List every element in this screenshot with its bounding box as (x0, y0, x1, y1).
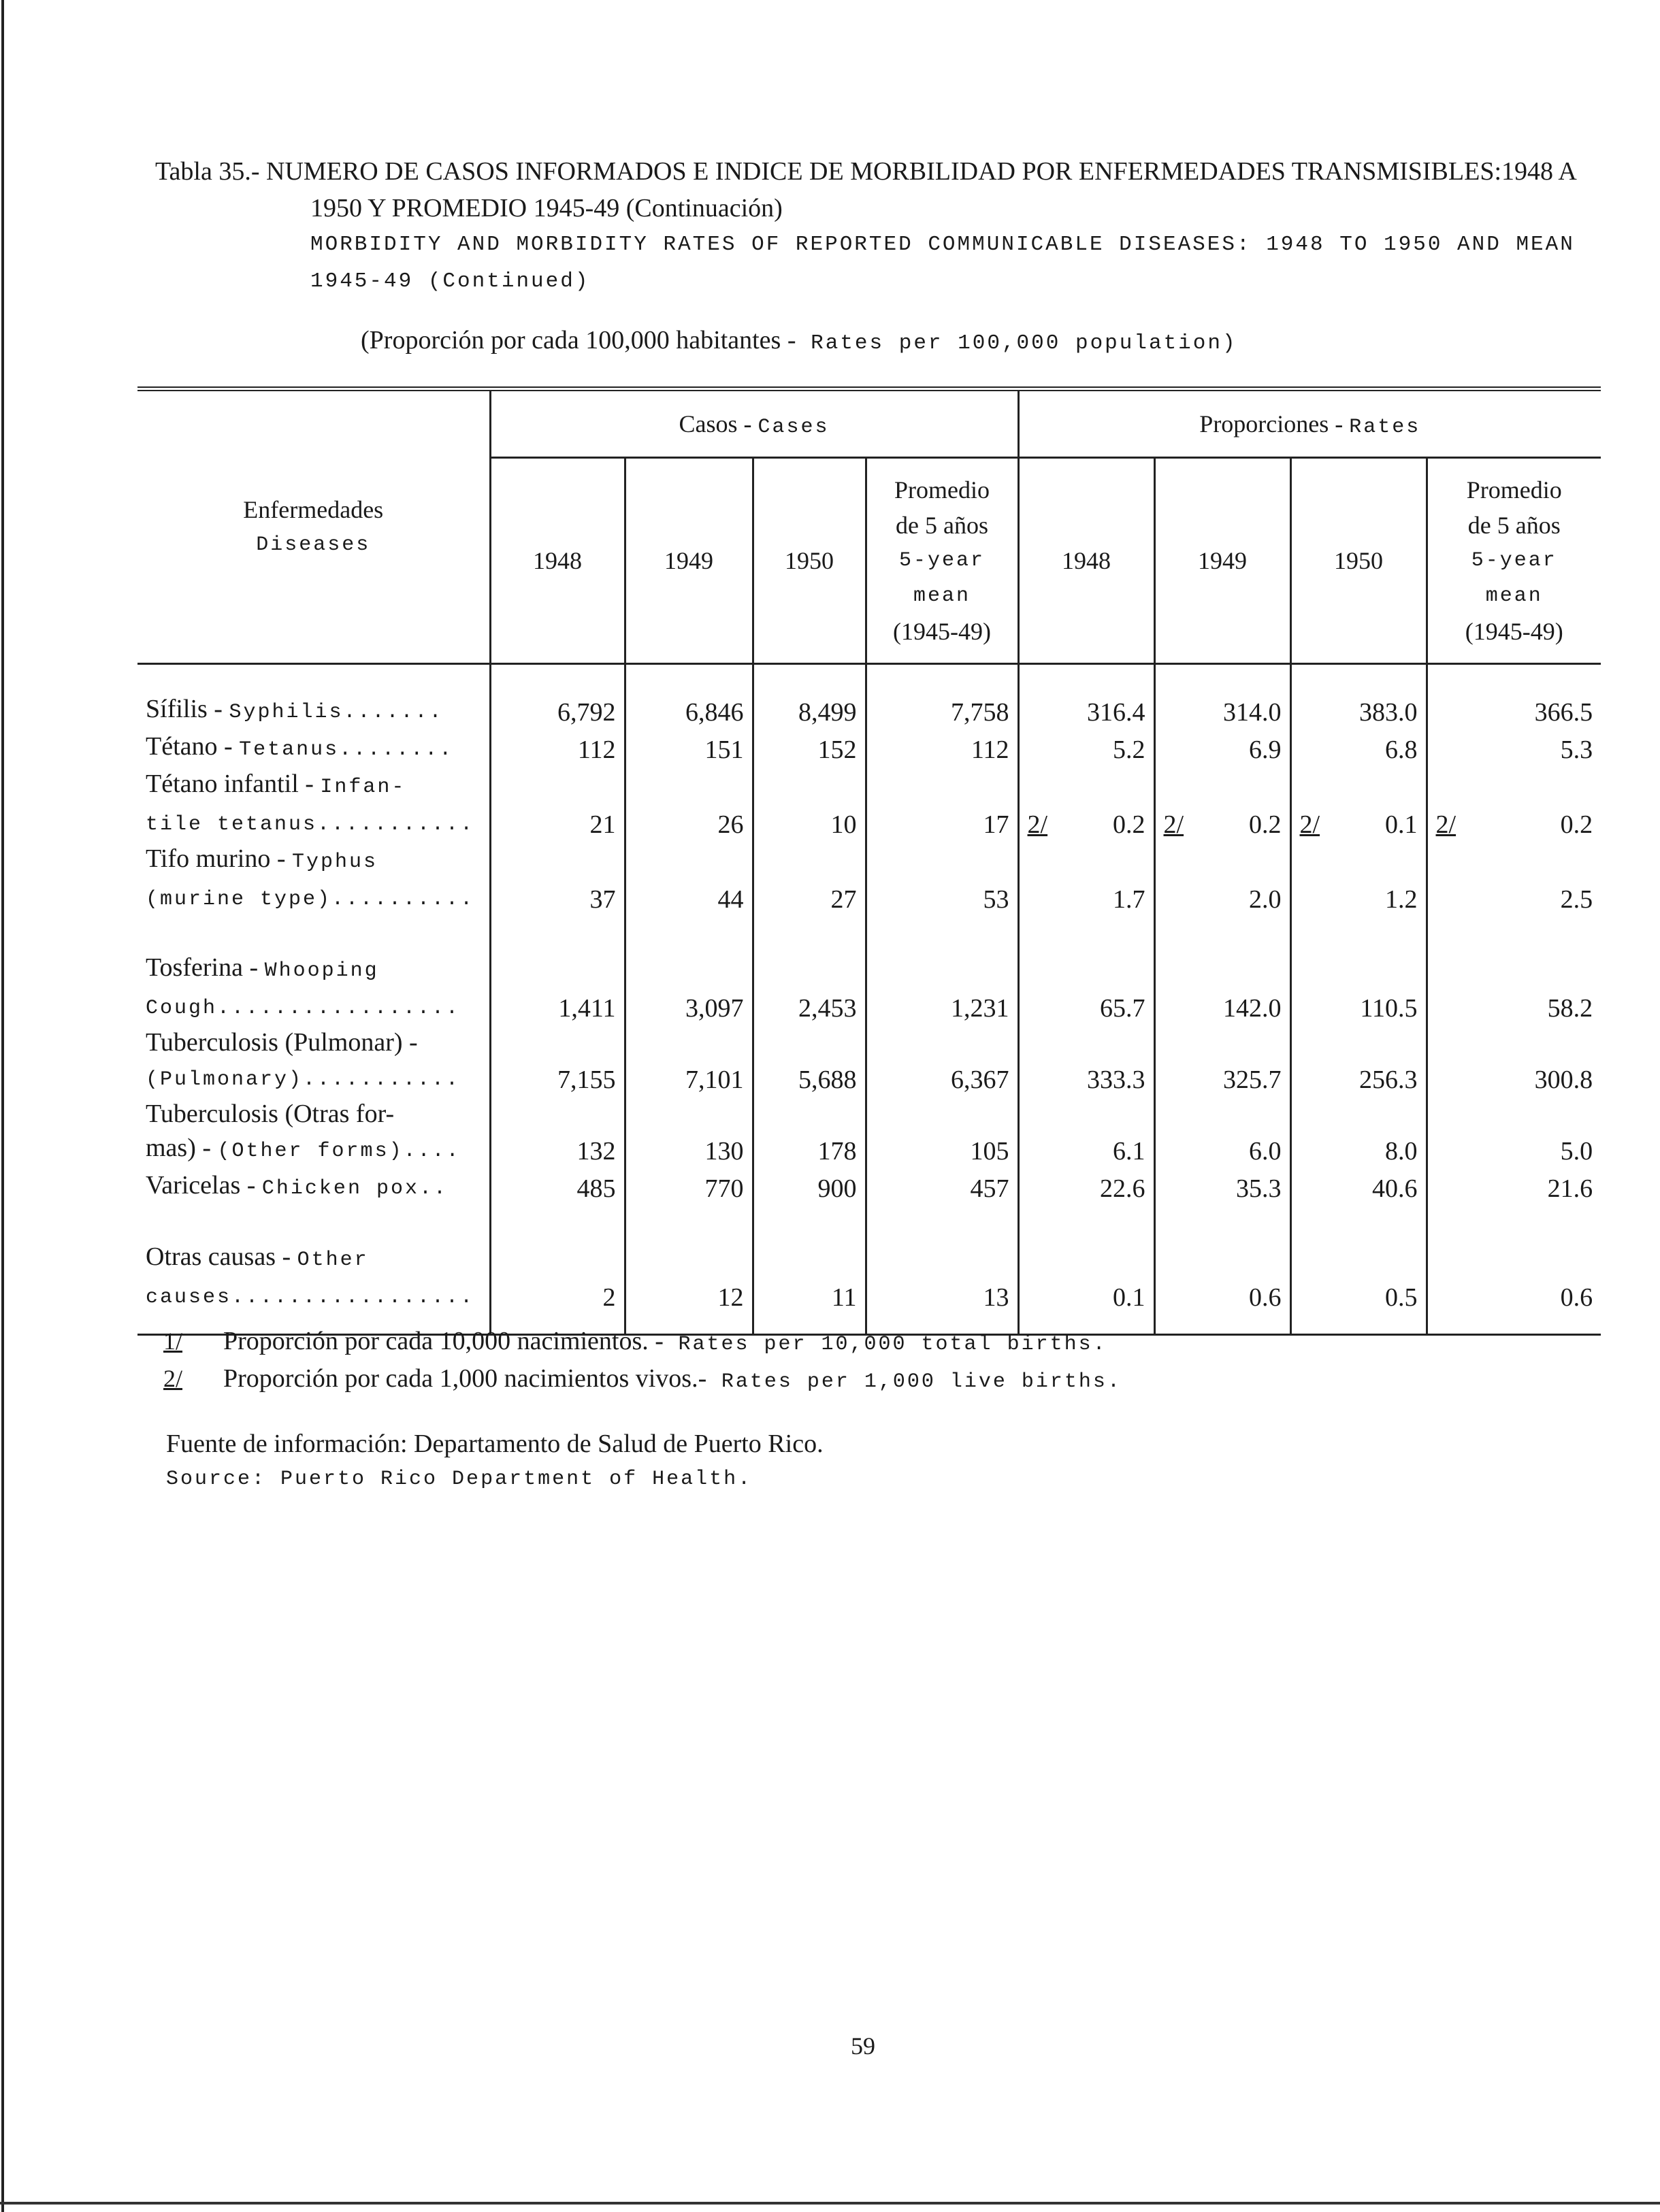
cases-mean: 53 (866, 842, 1018, 917)
cases-1948: 21 (490, 767, 625, 842)
cases-1948-header: 1948 (490, 458, 625, 664)
cases-group-es: Casos - (679, 410, 752, 438)
table-row (137, 767, 1601, 842)
rate-mean: 2/ 0.2 (1427, 767, 1601, 842)
rate-1950: 40.6 (1290, 1168, 1427, 1206)
cases-1949: 26 (625, 767, 753, 842)
cases-1950: 10 (753, 767, 866, 842)
rates-mean-en-1: 5-year (1471, 549, 1557, 572)
title-es-line-2: 1950 Y PROMEDIO 1945-49 (Continuación) (310, 194, 783, 222)
rates-group-es: Proporciones - (1199, 410, 1344, 438)
cases-mean-es-2: de 5 años (896, 512, 988, 539)
rates-mean-en-2: mean (1485, 584, 1543, 608)
cases-mean-header (866, 458, 1018, 664)
cases-1950: 2,453 (753, 951, 866, 1025)
rate-1950: 1.2 (1290, 842, 1427, 917)
cases-1948: 7,155 (490, 1025, 625, 1097)
rate-1950: 6.8 (1290, 729, 1427, 767)
rate-1948: 22.6 (1018, 1168, 1154, 1206)
cases-1949: 770 (625, 1168, 753, 1206)
disease-name: Otras causas - Other causes................. (146, 1242, 475, 1309)
morbidity-table (137, 386, 1601, 1336)
cases-1950: 5,688 (753, 1025, 866, 1097)
rates-1950-header: 1950 (1290, 458, 1427, 664)
footnote-1: 1/ Proporción por cada 10,000 nacimientos. - Rates per 10,000 total births. (163, 1324, 1122, 1361)
page-border-left (1, 0, 4, 2212)
diseases-header-es: Enfermedades (243, 495, 384, 523)
cases-mean: 7,758 (866, 664, 1018, 730)
table-row (137, 1025, 1601, 1097)
rates-1948-header: 1948 (1018, 458, 1154, 664)
disease-name: Tétano - Tetanus........ (146, 732, 454, 761)
title-es-line-1: Tabla 35.- NUMERO DE CASOS INFORMADOS E INDICE DE MORBILIDAD POR ENFERMEDADES TRANSMISIBLES:1948 A (155, 157, 1577, 186)
footnote-1-mark: 1/ (163, 1327, 183, 1355)
table-row (137, 1240, 1601, 1335)
rate-1948: 1.7 (1018, 842, 1154, 917)
cases-1950: 900 (753, 1168, 866, 1206)
cases-mean-es-1: Promedio (894, 476, 990, 504)
footnote-2: 2/ Proporción por cada 1,000 nacimientos vivos.- Rates per 1,000 live births. (163, 1361, 1122, 1399)
table-row (137, 1168, 1601, 1206)
rate-1948: 5.2 (1018, 729, 1154, 767)
rate-1949: 2.0 (1154, 842, 1290, 917)
rate-mean: 0.6 (1427, 1240, 1601, 1335)
footnotes (163, 1324, 1122, 1399)
rates-mean-es-2: de 5 años (1467, 512, 1561, 539)
rate-mean: 2.5 (1427, 842, 1601, 917)
table-row (137, 951, 1601, 1025)
cases-1950-header: 1950 (753, 458, 866, 664)
page-border-bottom (0, 2202, 1660, 2205)
cases-1949: 6,846 (625, 664, 753, 730)
cases-1948: 112 (490, 729, 625, 767)
diseases-header (137, 389, 490, 664)
table-row (137, 842, 1601, 917)
source-es: Fuente de información: Departamento de Salud de Puerto Rico. (166, 1430, 824, 1458)
disease-name: Sífilis - Syphilis....... (146, 695, 444, 724)
cases-mean: 13 (866, 1240, 1018, 1335)
table-subtitle (361, 325, 1237, 356)
table-row (137, 729, 1601, 767)
table-spacer (137, 917, 1601, 951)
rate-mean: 58.2 (1427, 951, 1601, 1025)
cases-1950: 178 (753, 1097, 866, 1168)
disease-name: Tuberculosis (Otras for- mas) - (Other forms).... (146, 1100, 461, 1163)
diseases-header-en: Diseases (256, 533, 371, 557)
cases-1949-header: 1949 (625, 458, 753, 664)
rates-group-header (1018, 389, 1601, 458)
rate-1950: 2/ 0.1 (1290, 767, 1427, 842)
subtitle-es: (Proporción por cada 100,000 habitantes - (361, 326, 796, 354)
cases-mean-years: (1945-49) (893, 618, 991, 645)
footnote-2-mark: 2/ (1435, 810, 1456, 839)
table-spacer (137, 1206, 1601, 1240)
cases-1950: 27 (753, 842, 866, 917)
cases-1948: 132 (490, 1097, 625, 1168)
rate-1949: 6.9 (1154, 729, 1290, 767)
cases-group-header (490, 389, 1018, 458)
cases-1949: 130 (625, 1097, 753, 1168)
cases-1949: 44 (625, 842, 753, 917)
rate-1949: 142.0 (1154, 951, 1290, 1025)
rate-mean: 366.5 (1427, 664, 1601, 730)
rate-1950: 256.3 (1290, 1025, 1427, 1097)
rates-mean-header (1427, 458, 1601, 664)
disease-name: Varicelas - Chicken pox.. (146, 1171, 448, 1200)
table-row (137, 1097, 1601, 1168)
cases-mean: 457 (866, 1168, 1018, 1206)
cases-mean: 112 (866, 729, 1018, 767)
title-en-line-1: MORBIDITY AND MORBIDITY RATES OF REPORTED COMMUNICABLE DISEASES: 1948 TO 1950 AND MEAN (310, 233, 1575, 257)
cases-1949: 151 (625, 729, 753, 767)
rates-mean-years: (1945-49) (1465, 618, 1563, 645)
cases-1948: 37 (490, 842, 625, 917)
source-note (166, 1425, 824, 1496)
rate-1948: 6.1 (1018, 1097, 1154, 1168)
rate-1948: 65.7 (1018, 951, 1154, 1025)
footnote-2-mark: 2/ (1299, 810, 1320, 839)
table-row (137, 664, 1601, 730)
disease-name: Tosferina - Whooping Cough................. (146, 953, 461, 1020)
cases-mean: 6,367 (866, 1025, 1018, 1097)
rate-1948: 333.3 (1018, 1025, 1154, 1097)
rate-1949: 314.0 (1154, 664, 1290, 730)
rate-mean: 5.0 (1427, 1097, 1601, 1168)
disease-name: Tétano infantil - Infan- tile tetanus........... (146, 770, 475, 836)
footnote-2-mark: 2/ (1163, 810, 1184, 839)
rate-mean: 21.6 (1427, 1168, 1601, 1206)
cases-1948: 2 (490, 1240, 625, 1335)
cases-1950: 8,499 (753, 664, 866, 730)
rate-1950: 110.5 (1290, 951, 1427, 1025)
cases-1949: 3,097 (625, 951, 753, 1025)
rate-mean: 5.3 (1427, 729, 1601, 767)
rate-1950: 0.5 (1290, 1240, 1427, 1335)
rate-1949: 325.7 (1154, 1025, 1290, 1097)
rates-1949-header: 1949 (1154, 458, 1290, 664)
subtitle-en: Rates per 100,000 population) (811, 331, 1237, 355)
source-en: Source: Puerto Rico Department of Health. (166, 1468, 753, 1491)
footnote-2-mark: 2/ (1027, 810, 1048, 839)
cases-1950: 152 (753, 729, 866, 767)
cases-mean-en-1: 5-year (898, 549, 986, 572)
cases-1948: 6,792 (490, 664, 625, 730)
cases-mean: 1,231 (866, 951, 1018, 1025)
cases-1950: 11 (753, 1240, 866, 1335)
rates-group-en: Rates (1349, 415, 1421, 439)
cases-mean: 17 (866, 767, 1018, 842)
cases-mean: 105 (866, 1097, 1018, 1168)
cases-1949: 12 (625, 1240, 753, 1335)
table-title (155, 153, 1577, 300)
rate-1950: 383.0 (1290, 664, 1427, 730)
cases-1948: 485 (490, 1168, 625, 1206)
rate-mean: 300.8 (1427, 1025, 1601, 1097)
cases-1948: 1,411 (490, 951, 625, 1025)
cases-mean-en-2: mean (913, 584, 971, 608)
cases-1949: 7,101 (625, 1025, 753, 1097)
rate-1948: 2/ 0.2 (1018, 767, 1154, 842)
rate-1950: 8.0 (1290, 1097, 1427, 1168)
cases-group-en: Cases (758, 415, 830, 439)
page-number: 59 (851, 2032, 875, 2060)
rate-1948: 0.1 (1018, 1240, 1154, 1335)
disease-name: Tifo murino - Typhus (murine type).......... (146, 844, 475, 911)
rate-1949: 2/ 0.2 (1154, 767, 1290, 842)
rate-1949: 35.3 (1154, 1168, 1290, 1206)
title-en-line-2: 1945-49 (Continued) (310, 269, 590, 293)
disease-name: Tuberculosis (Pulmonar) - (Pulmonary)........... (146, 1028, 461, 1091)
rate-1948: 316.4 (1018, 664, 1154, 730)
footnote-2-mark: 2/ (163, 1365, 183, 1392)
rates-mean-es-1: Promedio (1466, 476, 1562, 504)
rate-1949: 6.0 (1154, 1097, 1290, 1168)
rate-1949: 0.6 (1154, 1240, 1290, 1335)
